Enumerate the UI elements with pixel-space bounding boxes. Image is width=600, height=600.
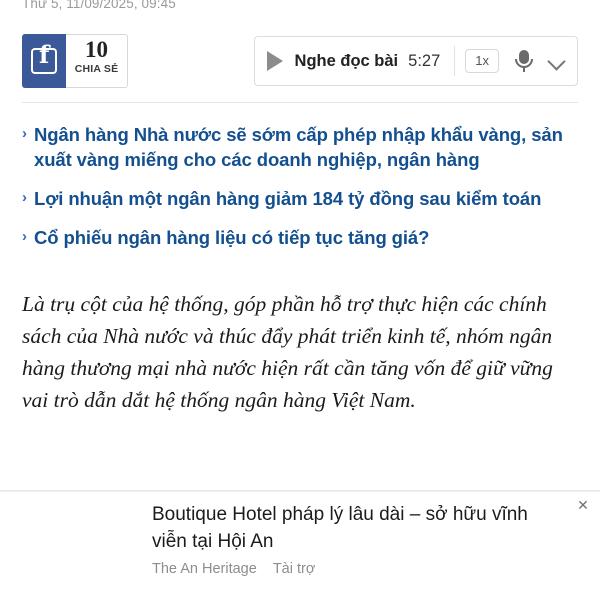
ad-advertiser: The An Heritage: [152, 561, 257, 577]
chevron-right-icon: ›: [22, 125, 27, 142]
play-icon[interactable]: [267, 51, 283, 71]
related-link-text[interactable]: Ngân hàng Nhà nước sẽ sớm cấp phép nhập khẩu vàng, sản xuất vàng miếng cho các doanh nghiệp, ngân hàng: [34, 124, 563, 170]
playback-speed-button[interactable]: 1x: [465, 49, 499, 73]
sponsored-ad-banner[interactable]: [0, 490, 600, 600]
audio-player[interactable]: [254, 36, 578, 86]
article-lead-paragraph: Là trụ cột của hệ thống, góp phần hỗ trợ thực hiện các chính sách của Nhà nước và thúc đẩy phát triển kinh tế, nhóm ngân hàng thương mại nhà nước hiện rất cần tăng vốn để giữ vững vai trò dẫn dắt hệ thống ngân hàng Việt Nam.: [22, 292, 553, 412]
ad-top-border: [0, 491, 600, 492]
share-count-box[interactable]: [66, 34, 128, 88]
related-link-text[interactable]: Cổ phiếu ngân hàng liệu có tiếp tục tăng giá?: [34, 227, 430, 248]
share-count-label: CHIA SẺ: [74, 63, 119, 75]
ad-meta: [152, 561, 315, 577]
audio-player-label: Nghe đọc bài: [294, 51, 399, 70]
facebook-share-button[interactable]: [22, 34, 66, 88]
chevron-right-icon: ›: [22, 189, 27, 206]
audio-divider: [454, 46, 455, 76]
related-links-list: [22, 122, 580, 264]
list-item[interactable]: [22, 122, 580, 172]
list-item[interactable]: [22, 186, 580, 211]
microphone-icon[interactable]: [511, 48, 537, 74]
audio-duration: 5:27: [408, 51, 441, 70]
list-item[interactable]: [22, 225, 580, 250]
chevron-right-icon: ›: [22, 228, 27, 245]
ad-title[interactable]: Boutique Hotel pháp lý lâu dài – sở hữu vĩnh viễn tại Hội An: [152, 504, 528, 552]
header-divider: [22, 102, 578, 103]
share-count-number: 10: [85, 37, 108, 62]
chevron-down-icon[interactable]: [547, 51, 567, 71]
ad-sponsor-label: Tài trợ: [272, 561, 316, 577]
share-row: [22, 34, 578, 90]
close-icon[interactable]: ✕: [577, 497, 589, 513]
facebook-icon: [31, 48, 57, 74]
article-timestamp: Thứ 5, 11/09/2025, 09:45: [22, 0, 176, 11]
related-link-text[interactable]: Lợi nhuận một ngân hàng giảm 184 tỷ đồng sau kiểm toán: [34, 188, 542, 209]
